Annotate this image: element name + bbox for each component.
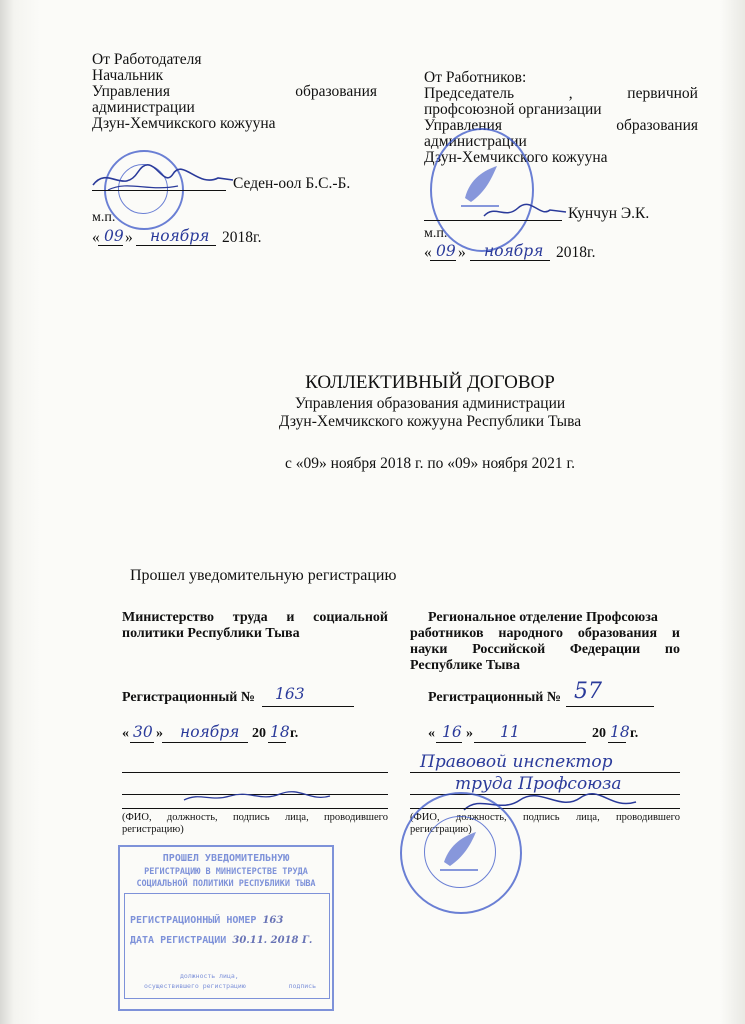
reg-right-caption-line2: регистрацию)	[410, 824, 472, 835]
reg-left-caption-line2: регистрацию)	[122, 824, 184, 835]
document-subtitle-2: Дзун-Хемчикского кожууна Республики Тыва	[278, 413, 582, 430]
document-title: КОЛЛЕКТИВНЫЙ ДОГОВОР	[305, 372, 555, 393]
employer-line4: администрации	[92, 99, 195, 116]
workers-line5: администрации	[424, 133, 527, 150]
employer-line5: Дзун-Хемчикского кожууна	[92, 115, 276, 132]
reg-right-org-line1: Региональное отделение Профсоюза	[428, 610, 658, 625]
workers-mp: м.п.	[424, 226, 448, 241]
document-period: с «09» ноября 2018 г. по «09» ноября 2021 г.	[284, 455, 576, 472]
employer-signature-line	[92, 190, 226, 191]
reg-left-number-label: Регистрационный №	[122, 690, 255, 705]
workers-signer: Кунчун Э.К.	[568, 205, 650, 222]
employer-line3	[92, 84, 377, 100]
stamp-line7: осуществившего регистрацию подпись	[144, 982, 316, 990]
employer-date-day: 09	[104, 227, 124, 245]
reg-right-line-1	[410, 772, 680, 773]
stamp-line6: должность лица,	[180, 972, 239, 980]
reg-left-number-value: 163	[275, 685, 305, 703]
workers-date-month: ноября	[484, 242, 544, 260]
workers-date-year: 2018г.	[556, 244, 596, 261]
reg-left-number-line	[262, 706, 354, 707]
reg-left-org-line2: политики Республики Тыва	[122, 626, 300, 641]
document-subtitle-1: Управления образования администрации	[294, 395, 566, 412]
workers-line6: Дзун-Хемчикского кожууна	[424, 149, 608, 166]
reg-right-number-line	[566, 706, 654, 707]
workers-signature-line	[424, 220, 562, 221]
employer-line2: Начальник	[92, 67, 164, 84]
employer-signature	[88, 160, 238, 200]
reg-left-line-1	[122, 772, 388, 773]
reg-left-caption-line1: (ФИО, должность, подпись лица, проводившего	[122, 812, 388, 823]
reg-right-caption-line1: (ФИО, должность, подпись лица, проводившего	[410, 812, 680, 823]
employer-line3-right: образования	[295, 83, 377, 100]
workers-line4: Управления образования	[424, 117, 698, 134]
registration-heading: Прошел уведомительную регистрацию	[130, 567, 397, 584]
employer-date-month: ноября	[150, 227, 210, 245]
reg-right-org-line2: работников народного образования и	[410, 626, 680, 641]
stamp-line2: РЕГИСТРАЦИЮ В МИНИСТЕРСТВЕ ТРУДА	[144, 867, 308, 877]
stamp-line1: ПРОШЕЛ УВЕДОМИТЕЛЬНУЮ	[162, 853, 290, 864]
workers-line3: профсоюзной организации	[424, 101, 602, 118]
reg-right-org-line4: Республике Тыва	[410, 658, 520, 673]
reg-right-hand-line2: труда Профсоюза	[455, 774, 622, 794]
workers-line2: Председатель , первичной	[424, 85, 698, 102]
reg-right-hand-line1: Правовой инспектор	[420, 752, 613, 772]
reg-right-number-value: 57	[574, 679, 602, 704]
reg-left-org-line1: Министерство труда и социальной	[122, 610, 388, 625]
stamp-line5: ДАТА РЕГИСТРАЦИИ 30.11. 2018 Г.	[130, 935, 313, 946]
employer-line1: От Работодателя	[92, 51, 202, 68]
employer-signer: Седен-оол Б.С.-Б.	[233, 175, 351, 192]
reg-left-line-3	[122, 808, 388, 809]
employer-line3-left: Управления	[92, 83, 170, 100]
reg-right-stamp-emblem-icon	[436, 826, 482, 876]
reg-left-signature	[180, 784, 340, 808]
employer-date-year: 2018г.	[222, 229, 262, 246]
stamp-line3: СОЦИАЛЬНОЙ ПОЛИТИКИ РЕСПУБЛИКИ ТЫВА	[136, 879, 316, 889]
registration-rect-stamp	[118, 845, 334, 1011]
reg-right-number-label: Регистрационный №	[428, 690, 561, 705]
reg-right-org-line3: науки Российской Федерации по	[410, 642, 680, 657]
employer-mp: м.п.	[92, 210, 116, 225]
workers-date-day: 09	[436, 242, 456, 260]
workers-line1: От Работников:	[424, 69, 527, 86]
stamp-line4: РЕГИСТРАЦИОННЫЙ НОМЕР 163	[130, 915, 284, 926]
